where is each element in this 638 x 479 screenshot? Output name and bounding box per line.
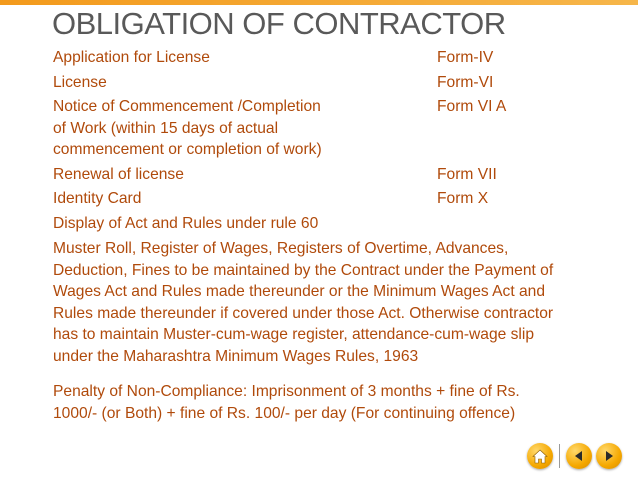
display-act-line (53, 213, 613, 235)
accent-top-bar (0, 0, 638, 5)
obligation-item: Identity Card (53, 190, 142, 207)
form-label: Form-IV (437, 49, 494, 66)
penalty-line: Penalty of Non-Compliance: Imprisonment of 3 months + fine of Rs. (53, 383, 520, 400)
muster-roll-paragraph (53, 238, 613, 367)
display-act-text: Display of Act and Rules under rule 60 (53, 214, 319, 232)
home-icon (532, 449, 548, 464)
penalty-line: 1000/- (or Both) + fine of Rs. 100/- per day (For continuing offence) (53, 404, 516, 422)
muster-line: has to maintain Muster-cum-wage register, attendance-cum-wage slip (53, 326, 535, 343)
obligation-item: License (53, 73, 107, 91)
triangle-right-icon (603, 450, 615, 462)
muster-line: under the Maharashtra Minimum Wages Rules, 1963 (53, 347, 419, 365)
obligation-item-line: Notice of Commencement /Completion (53, 98, 321, 115)
obligation-row-identity-card (53, 188, 613, 210)
slide-navigation (527, 443, 622, 469)
obligation-item: Renewal of license (53, 165, 184, 183)
next-slide-button[interactable] (596, 443, 622, 469)
penalty-paragraph (53, 381, 613, 424)
form-label: Form-VI (437, 73, 494, 91)
previous-slide-button[interactable] (566, 443, 592, 469)
obligation-item-line: of Work (within 15 days of actual (53, 119, 279, 137)
obligation-row-license (53, 72, 613, 94)
muster-line: Wages Act and Rules made thereunder or the Minimum Wages Act and (53, 283, 546, 300)
slide-body (53, 47, 613, 424)
nav-divider (559, 444, 560, 468)
form-label: Form VII (437, 165, 497, 183)
obligation-row-application (53, 47, 613, 69)
obligation-item-line: commencement or completion of work) (53, 141, 322, 158)
muster-line: Rules made thereunder if covered under those Act. Otherwise contractor (53, 304, 554, 322)
obligation-item: Application for License (53, 49, 210, 66)
form-label: Form VI A (437, 98, 507, 115)
muster-line: Muster Roll, Register of Wages, Registers of Overtime, Advances, (53, 240, 509, 257)
obligation-row-renewal (53, 164, 613, 186)
form-label: Form X (437, 190, 489, 207)
muster-line: Deduction, Fines to be maintained by the Contract under the Payment of (53, 261, 554, 279)
obligation-row-notice (53, 96, 613, 161)
slide-title: OBLIGATION OF CONTRACTOR (52, 6, 506, 41)
home-button[interactable] (527, 443, 553, 469)
triangle-left-icon (573, 450, 585, 462)
